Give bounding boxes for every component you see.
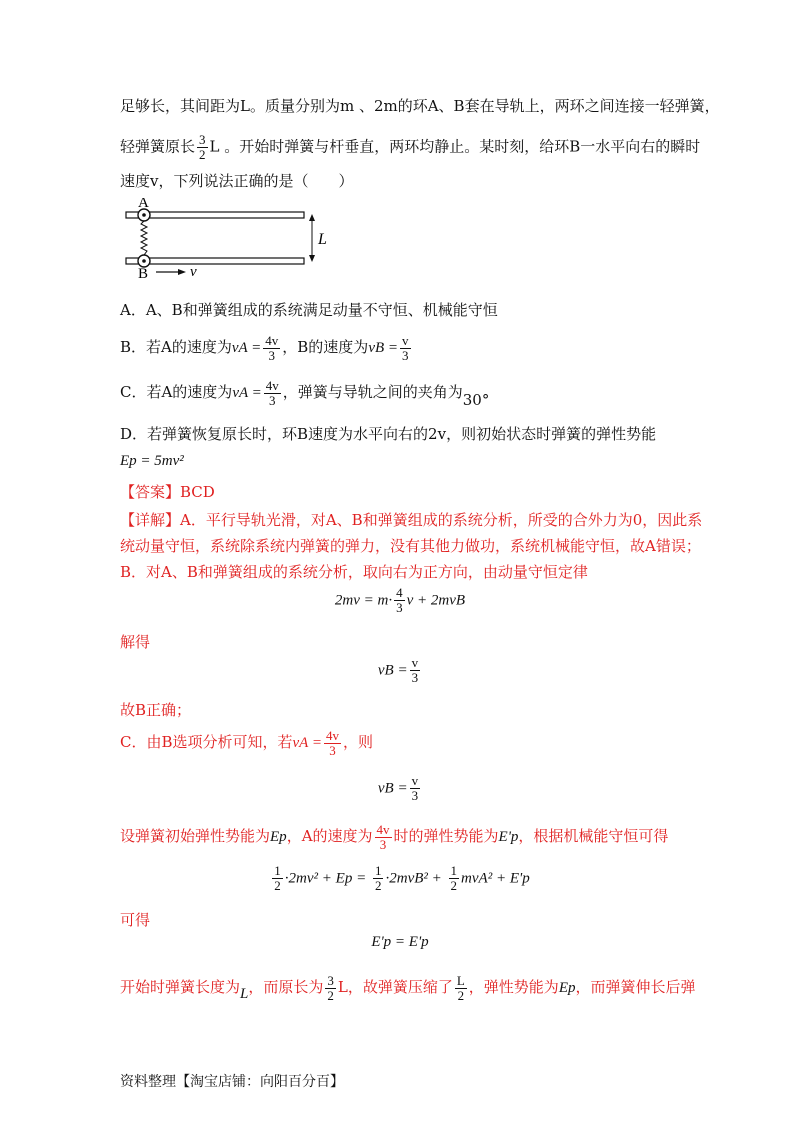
top-rail	[126, 212, 304, 218]
option-c: C．若A的速度为vA = $\frac{4v}{3}$ ，弹簧与导轨之间的夹角为30°	[120, 377, 490, 409]
energy-line: 设弹簧初始弹性势能为Ep，A的速度为 $\frac{4v}{3}$ 时的弹性势能为E'p，根据机械能守恒可得	[120, 821, 669, 852]
label-l: L	[318, 231, 327, 248]
option-d-line-1: D．若弹簧恢复原长时，环B速度为水平向右的2v，则初始状态时弹簧的弹性势能	[120, 425, 657, 443]
rail-diagram	[120, 198, 340, 280]
b-correct: 故B正确；	[120, 701, 192, 719]
equation-energy: $\frac{1}{2}$ ·2mv² + Ep = $\frac{1}{2}$ ·2mvB² + $\frac{1}{2}$ mvA² + E'p	[274, 863, 530, 893]
fraction-3-2: $\frac{3}{2}$	[199, 132, 206, 162]
c-analysis-line: C．由B选项分析可知，若vA = $\frac{4v}{3}$ ，则	[120, 727, 373, 758]
solve-label: 解得	[120, 633, 151, 651]
detail-line-1: 【详解】A．平行导轨光滑，对A、B和弹簧组成的系统分析，所受的合外力为0，因此系	[120, 511, 703, 529]
keyi-label: 可得	[120, 911, 151, 929]
question-line-2: 轻弹簧原长 $\frac{3}{2}$ L 。开始时弹簧与杆垂直，两环均静止。某时刻，给环B一水平向右的瞬时	[120, 132, 701, 162]
answer-label: 【答案】BCD	[120, 483, 215, 501]
equation-momentum: 2mv = m· $\frac{4}{3}$ v + 2mvB	[334, 585, 466, 615]
label-v: v	[190, 264, 197, 280]
last-line: 开始时弹簧长度为L，而原长为 $\frac{3}{2}$ L，故弹簧压缩了 $\frac{L}{2}$ ，弹性势能为Ep，而弹簧伸长后弹	[120, 972, 696, 1003]
equation-vb-1: vB = $\frac{v}{3}$	[377, 655, 419, 685]
equation-ep: E'p = E'p	[371, 934, 429, 950]
footer-source: 资料整理【淘宝店铺：向阳百分百】	[120, 1074, 344, 1090]
question-line-3: 速度v，下列说法正确的是（ ）	[120, 172, 354, 190]
label-b: B	[138, 266, 149, 280]
detail-line-2: 统动量守恒，系统除系统内弹簧的弹力，没有其他力做功，系统机械能守恒，故A错误；	[120, 537, 701, 555]
bottom-rail	[126, 258, 304, 264]
option-b: B．若A的速度为vA = $\frac{4v}{3}$ ，B的速度为vB = $\frac{v}{3}$	[120, 332, 409, 363]
spring	[141, 221, 147, 255]
equation-vb-2: vB = $\frac{v}{3}$	[377, 773, 419, 803]
option-a: A．A、B和弹簧组成的系统满足动量不守恒、机械能守恒	[120, 301, 498, 319]
label-a: A	[138, 198, 149, 211]
option-d-line-2: Ep = 5mv²	[120, 453, 184, 469]
detail-line-3: B．对A、B和弹簧组成的系统分析，取向右为正方向，由动量守恒定律	[120, 563, 588, 581]
question-line-1: 足够长，其间距为L。质量分别为m 、2m的环A、B套在导轨上，两环之间连接一轻弹簧，	[120, 97, 720, 115]
